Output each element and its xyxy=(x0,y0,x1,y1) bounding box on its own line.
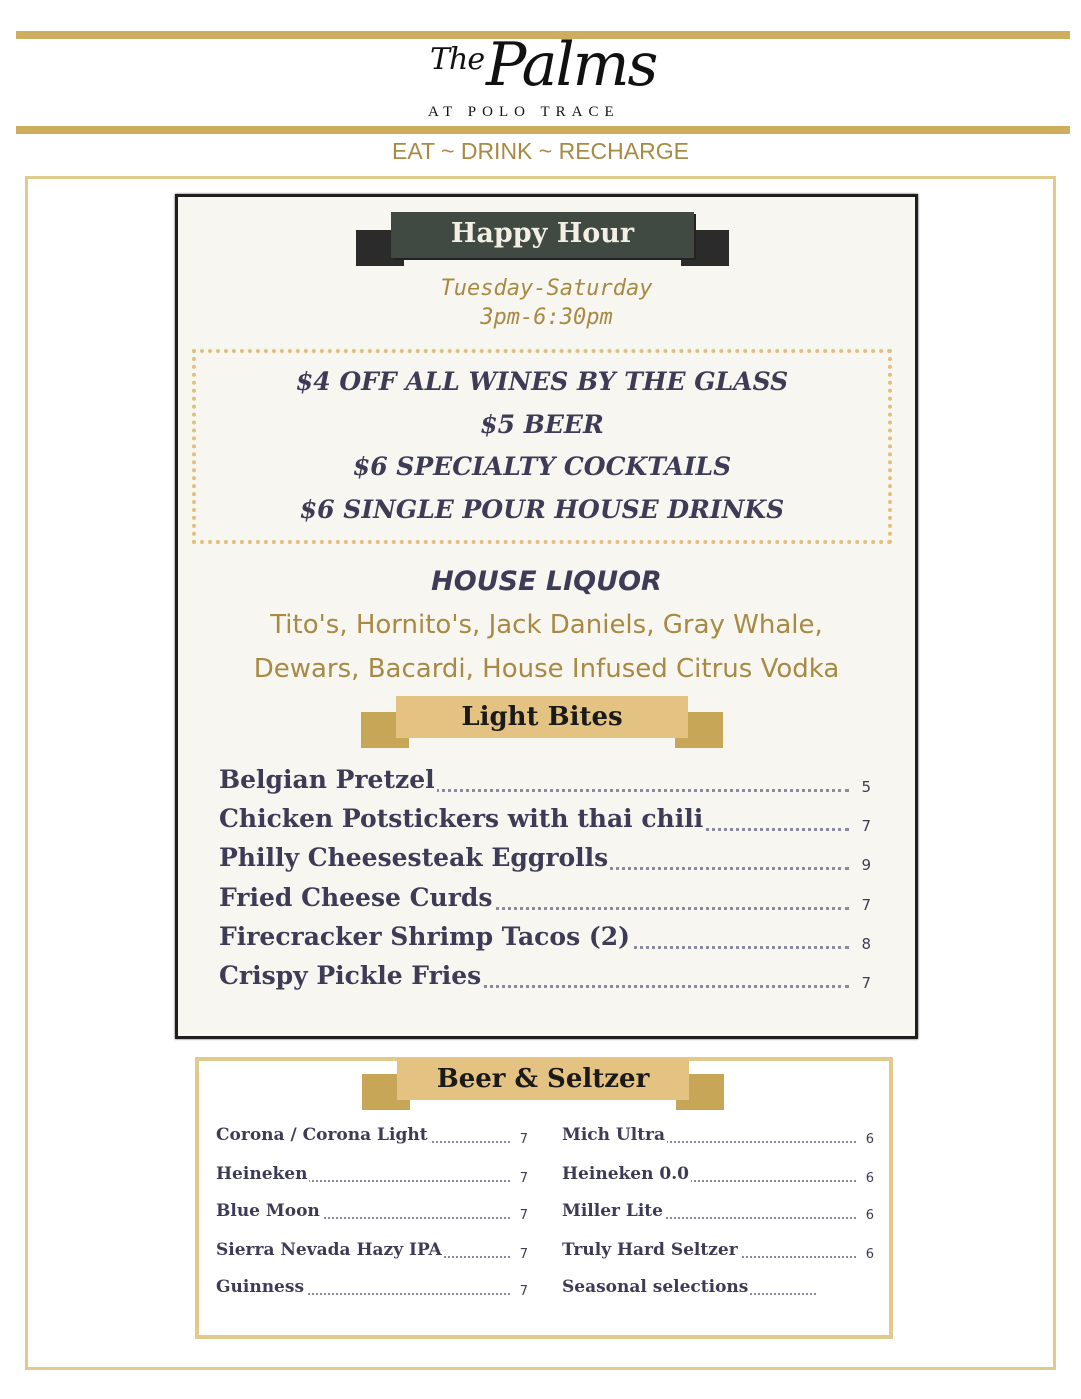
beer-item xyxy=(216,1238,528,1262)
menu-item xyxy=(219,921,871,955)
menu-item-name: Fried Cheese Curds xyxy=(219,883,493,912)
beer-item-price: 6 xyxy=(865,1247,874,1262)
menu-item xyxy=(219,803,871,837)
happy-hour-hours: 3pm-6:30pm xyxy=(480,305,613,330)
happy-hour-banner xyxy=(356,212,729,268)
menu-item-price: 8 xyxy=(861,935,871,953)
beer-item xyxy=(562,1199,874,1223)
logo-subtitle: AT POLO TRACE xyxy=(428,104,620,120)
special-item: $4 OFF ALL WINES BY THE GLASS xyxy=(295,367,789,396)
light-bites-title: Light Bites xyxy=(396,696,688,738)
beer-item xyxy=(562,1123,874,1147)
beer-item xyxy=(216,1199,528,1223)
tagline: EAT ~ DRINK ~ RECHARGE xyxy=(392,138,689,164)
beer-item-name: Guinness xyxy=(216,1277,305,1297)
menu-item-name: Firecracker Shrimp Tacos (2) xyxy=(219,922,630,951)
menu-item-price: 9 xyxy=(861,856,871,874)
beer-item xyxy=(216,1162,528,1186)
beer-item-price: 7 xyxy=(519,1247,528,1262)
happy-hour-days: Tuesday-Saturday xyxy=(440,276,653,301)
menu-item-price: 7 xyxy=(861,974,871,992)
menu-item-name: Philly Cheesesteak Eggrolls xyxy=(219,843,609,872)
beer-item-name: Corona / Corona Light xyxy=(216,1125,428,1145)
happy-hour-title: Happy Hour xyxy=(391,212,694,258)
light-bites-banner xyxy=(361,696,723,748)
beer-item-name: Blue Moon xyxy=(216,1201,320,1221)
logo-palms: Palms xyxy=(486,30,657,100)
beer-item xyxy=(562,1275,816,1299)
beer-item-name: Mich Ultra xyxy=(562,1125,666,1145)
beer-item-price: 7 xyxy=(519,1171,528,1186)
house-liquor-line: Tito's, Hornito's, Jack Daniels, Gray Whale, xyxy=(270,610,823,640)
beer-item xyxy=(562,1238,874,1262)
beer-item-price: 6 xyxy=(865,1132,874,1147)
beer-item xyxy=(216,1275,528,1299)
beer-item-price: 7 xyxy=(519,1132,528,1147)
beer-item xyxy=(216,1123,528,1147)
special-item: $5 BEER xyxy=(480,410,604,439)
house-liquor-line: Dewars, Bacardi, House Infused Citrus Vodka xyxy=(253,654,840,684)
beer-item-price: 7 xyxy=(519,1208,528,1223)
bottom-gold-rule xyxy=(16,126,1070,134)
menu-item-name: Belgian Pretzel xyxy=(219,765,435,794)
menu-item xyxy=(219,882,871,916)
beer-item-price: 6 xyxy=(865,1171,874,1186)
beer-item-name: Truly Hard Seltzer xyxy=(562,1240,738,1260)
menu-item-price: 5 xyxy=(861,778,871,796)
logo-the: The xyxy=(430,42,485,77)
menu-item xyxy=(219,842,871,876)
beer-item-price: 6 xyxy=(865,1208,874,1223)
specials-box xyxy=(192,349,892,544)
special-item: $6 SINGLE POUR HOUSE DRINKS xyxy=(299,495,785,524)
menu-item xyxy=(219,960,871,994)
beer-item-name: Heineken xyxy=(216,1164,308,1184)
beer-item-name: Seasonal selections xyxy=(562,1277,749,1297)
beer-item-price: 7 xyxy=(519,1284,528,1299)
menu-item-price: 7 xyxy=(861,896,871,914)
menu-item-name: Chicken Potstickers with thai chili xyxy=(219,804,704,833)
house-liquor-title: HOUSE LIQUOR xyxy=(431,566,662,597)
beer-seltzer-title: Beer & Seltzer xyxy=(397,1058,689,1100)
beer-item xyxy=(562,1162,874,1186)
beer-item-name: Heineken 0.0 xyxy=(562,1164,689,1184)
beer-item-name: Miller Lite xyxy=(562,1201,663,1221)
special-item: $6 SPECIALTY COCKTAILS xyxy=(352,452,732,481)
menu-item-price: 7 xyxy=(861,817,871,835)
beer-item-name: Sierra Nevada Hazy IPA xyxy=(216,1240,442,1260)
menu-item xyxy=(219,764,871,798)
beer-seltzer-banner xyxy=(362,1058,724,1110)
menu-item-name: Crispy Pickle Fries xyxy=(219,961,482,990)
